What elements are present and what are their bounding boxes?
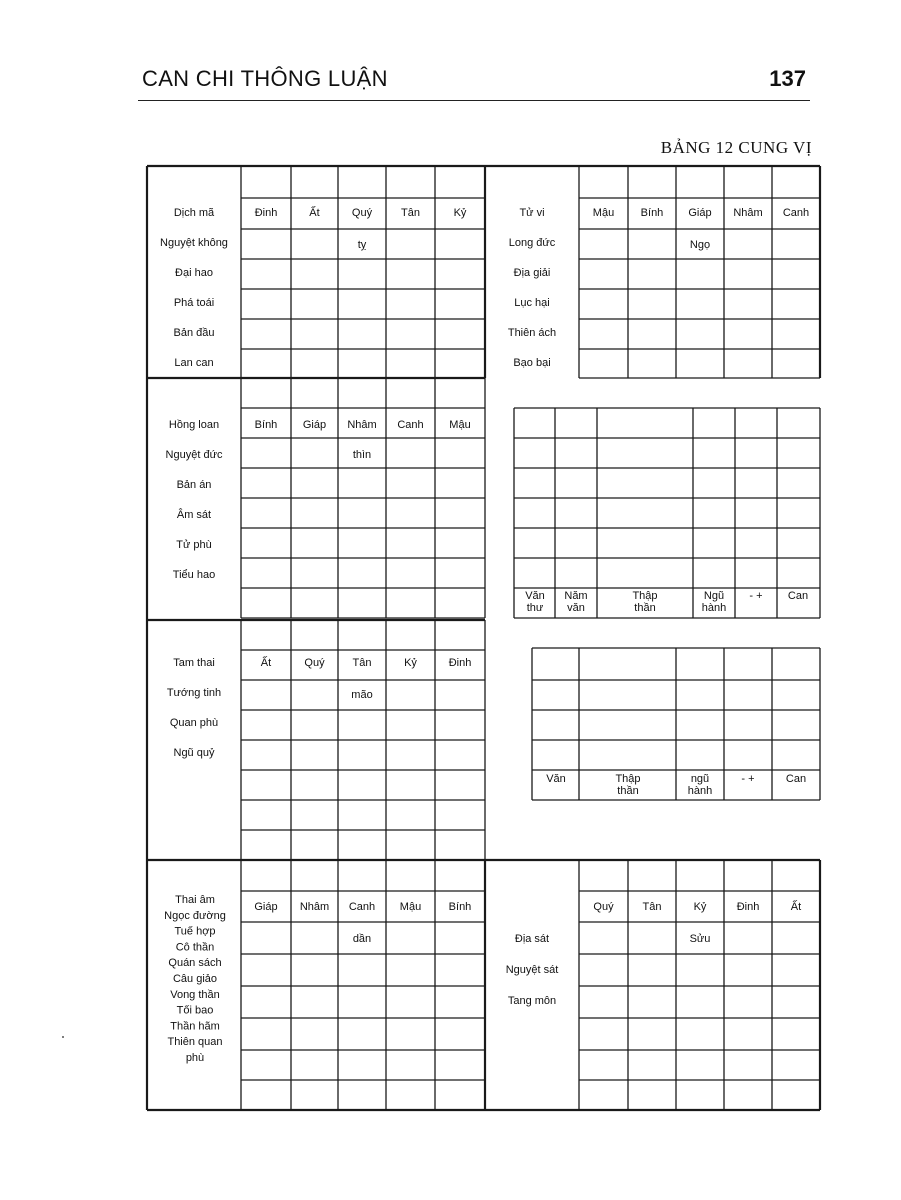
block2-stem: Bính — [254, 419, 278, 431]
block1-left-branch: tỵ — [357, 239, 367, 251]
block4-left-stem: Nhâm — [299, 901, 330, 913]
block4-left-stem: Canh — [348, 901, 376, 913]
block2-footer-label: Can — [787, 590, 809, 602]
block4-left-name: Ngọc đường — [164, 909, 226, 922]
block1-left-name: Lan can — [174, 357, 214, 369]
block2-stem: Giáp — [302, 419, 327, 431]
block3-stem: Kỷ — [404, 657, 417, 669]
block4-right-name: Địa sát — [514, 933, 550, 945]
block1-right-stem: Giáp — [688, 207, 712, 219]
block4-right-name: Nguyệt sát — [505, 964, 559, 976]
block1-left-name: Bản đầu — [173, 327, 215, 339]
block1-right-name: Tử vi — [519, 207, 545, 219]
block1-left-name: Phá toái — [173, 297, 215, 309]
block4-right-stem: Ất — [790, 901, 802, 913]
block3-name: Tướng tinh — [166, 687, 222, 699]
block3-stem: Quý — [304, 657, 325, 669]
block3-stem: Ất — [260, 657, 272, 669]
block1-left-name: Nguyệt không — [160, 237, 228, 249]
block4-right-stem: Kỷ — [693, 901, 707, 913]
block1-right-stem: Canh — [782, 207, 810, 219]
block2-stem: Nhâm — [347, 419, 377, 431]
block1-left-name: Dịch mã — [173, 207, 215, 219]
block1-right-name: Địa giải — [513, 267, 551, 279]
table-title: BẢNG 12 CUNG VỊ — [660, 138, 812, 157]
block4-left-name: Thiên quan — [167, 1036, 223, 1049]
block2-name: Tử phù — [176, 539, 212, 551]
block4-right-stem: Tân — [642, 901, 662, 913]
page-number: 137 — [769, 66, 806, 91]
block2-name: Tiểu hao — [172, 569, 216, 581]
block3-footer-label: ngũ hành — [687, 773, 713, 797]
block4-left-name: Câu giảo — [172, 973, 218, 985]
block4-right-stem: Đinh — [736, 901, 760, 913]
block3-footer-label: Thập thần — [615, 773, 641, 797]
block2-footer-label: Ngũ hành — [701, 590, 727, 614]
block2-branch: thìn — [352, 449, 372, 461]
block3-footer-label: - + — [741, 773, 755, 785]
block2-name: Bản án — [176, 479, 212, 491]
block4-left-name: Thần hãm — [170, 1020, 220, 1033]
block1-left-stem: Kỷ — [453, 207, 467, 219]
block3-name: Quan phù — [169, 717, 219, 729]
block3-name: Tam thai — [173, 657, 215, 669]
block1-right-name: Thiên ách — [507, 327, 557, 339]
page-header-title: CAN CHI THÔNG LUẬN — [142, 66, 388, 91]
block3-name: Ngũ quỷ — [173, 747, 215, 759]
block1-left-name: Đại hao — [175, 267, 213, 279]
block4-left-name: Tối bao — [176, 1004, 214, 1017]
block1-right-branch: Ngọ — [689, 239, 711, 251]
block2-name: Nguyệt đức — [165, 449, 223, 461]
block4-left-name: Tuế hợp — [174, 925, 216, 938]
block4-left-branch: dần — [352, 933, 372, 945]
block1-left-stem: Ất — [309, 207, 320, 219]
block3-footer-label: Can — [785, 773, 807, 785]
block4-left-stem: Bính — [448, 901, 472, 913]
block1-left-stem: Đinh — [254, 207, 278, 219]
block1-left-stem: Quý — [351, 207, 373, 219]
block2-footer-label: Văn thư — [525, 590, 545, 614]
block4-left-name: Quán sách — [168, 957, 222, 970]
block1-right-stem: Mậu — [592, 207, 615, 219]
block2-stem: Mậu — [449, 419, 471, 431]
block3-branch: mão — [351, 689, 373, 701]
table-grid-lines — [147, 166, 820, 1110]
block4-left-stem: Giáp — [254, 901, 278, 913]
block1-right-name: Lục hại — [514, 297, 550, 309]
block2-footer-label: - + — [749, 590, 763, 602]
block3-stem: Đinh — [448, 657, 472, 669]
block4-left-name: Vong thần — [170, 988, 220, 1001]
block1-right-stem: Bính — [640, 207, 664, 219]
block4-left-stem: Mậu — [399, 901, 422, 913]
block3-stem: Tân — [352, 657, 372, 669]
block2-name: Âm sát — [176, 509, 212, 521]
block2-stem: Canh — [397, 419, 424, 431]
block4-left-name: Thai âm — [175, 894, 215, 906]
block1-right-name: Bạo bại — [513, 357, 551, 369]
block4-right-name: Tang môn — [507, 995, 557, 1007]
block4-right-stem: Quý — [593, 901, 614, 913]
block3-footer-label: Văn — [546, 773, 566, 785]
block2-name: Hồng loan — [168, 419, 220, 431]
block2-footer-label: Năm văn — [564, 590, 588, 614]
block4-right-branch: Sửu — [689, 933, 711, 945]
block4-left-name: phù — [185, 1052, 205, 1064]
block2-footer-label: Thập thần — [632, 590, 658, 614]
block1-left-stem: Tân — [401, 207, 420, 219]
block1-right-stem: Nhâm — [733, 207, 763, 219]
block1-right-name: Long đức — [508, 237, 556, 249]
block4-left-name: Cô thần — [175, 941, 215, 954]
